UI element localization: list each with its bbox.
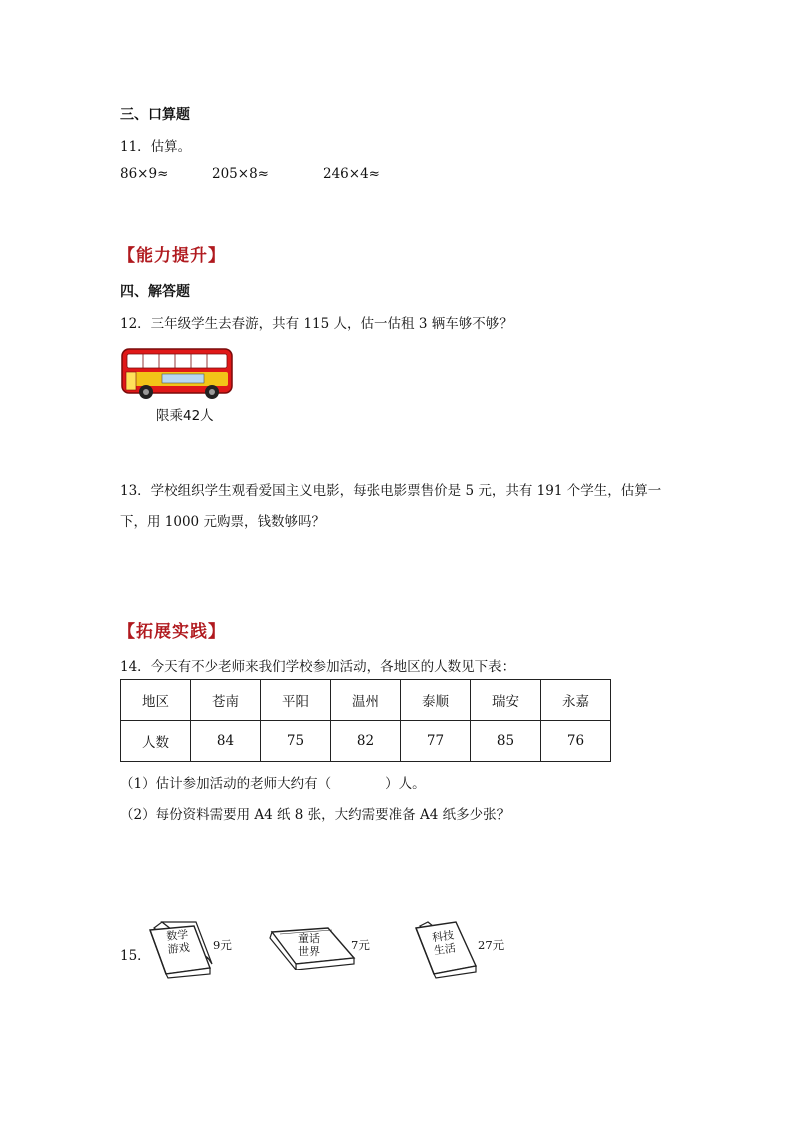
book-title-line: 数学 (165, 927, 189, 944)
banner-ability: 【能力提升】 (118, 246, 226, 266)
estimate-item-3: 246×4≈ (323, 166, 380, 182)
table-cell: 76 (541, 721, 611, 762)
section-heading-4: 四、解答题 (120, 284, 190, 300)
question-14-prompt: 14．今天有不少老师来我们学校参加活动，各地区的人数见下表： (120, 659, 516, 675)
question-11-prompt: 11．估算。 (120, 139, 192, 155)
table-cell: 平阳 (261, 680, 331, 721)
table-cell: 泰顺 (401, 680, 471, 721)
table-cell: 82 (331, 721, 401, 762)
estimate-item-1: 86×9≈ (120, 166, 169, 182)
estimate-item-2: 205×8≈ (212, 166, 269, 182)
question-13-line-1: 13．学校组织学生观看爱国主义电影，每张电影票售价是 5 元，共有 191 个学生，估算一 (120, 483, 662, 499)
table-cell: 温州 (331, 680, 401, 721)
book-price: 7元 (351, 938, 370, 952)
book-title-line: 童话 (298, 932, 320, 945)
table-cell: 苍南 (191, 680, 261, 721)
teacher-count-table (120, 679, 611, 762)
book-title-line: 游戏 (167, 940, 191, 957)
question-14-sub-1: （1）估计参加活动的老师大约有（ ）人。 (120, 776, 426, 792)
table-row (121, 680, 611, 721)
table-cell: 地区 (121, 680, 191, 721)
book-title-science (431, 929, 456, 958)
table-cell: 84 (191, 721, 261, 762)
book-title-math (166, 928, 191, 956)
table-cell: 永嘉 (541, 680, 611, 721)
table-cell: 瑞安 (471, 680, 541, 721)
banner-extension: 【拓展实践】 (118, 622, 226, 642)
table-cell: 77 (401, 721, 471, 762)
table-row (121, 721, 611, 762)
table-cell: 85 (471, 721, 541, 762)
table-cell: 75 (261, 721, 331, 762)
question-13-line-2: 下，用 1000 元购票，钱数够吗？ (120, 514, 325, 530)
book-title-line: 生活 (433, 941, 457, 958)
question-12-prompt: 12．三年级学生去春游，共有 115 人，估一估租 3 辆车够不够？ (120, 316, 513, 332)
book-price: 27元 (478, 938, 505, 952)
question-14-sub-2: （2）每份资料需要用 A4 纸 8 张，大约需要准备 A4 纸多少张？ (120, 807, 511, 823)
book-title-fairy (298, 932, 320, 958)
book-price: 9元 (213, 938, 232, 952)
table-cell: 人数 (121, 721, 191, 762)
bus-capacity-caption: 限乘42人 (156, 408, 214, 424)
section-heading-3: 三、口算题 (120, 107, 190, 123)
bus-icon (118, 345, 236, 401)
book-title-line: 科技 (431, 928, 455, 945)
book-title-line: 世界 (298, 945, 320, 958)
question-15-number: 15． (120, 948, 151, 964)
